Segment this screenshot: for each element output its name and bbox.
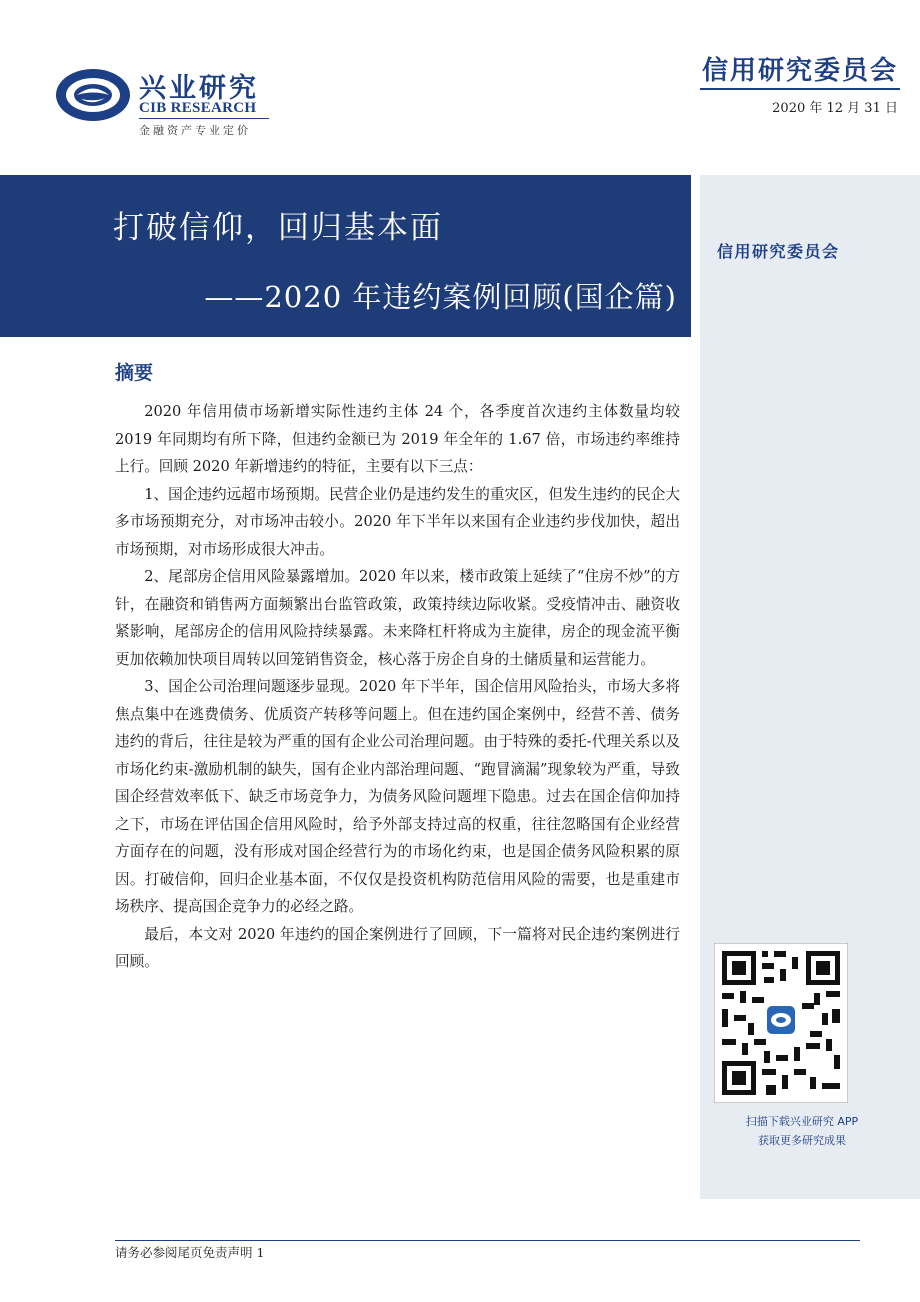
summary-body	[115, 398, 680, 976]
report-date: 2020 年 12 月 31 日	[772, 101, 898, 116]
logo-chinese-name: 兴业研究	[139, 73, 259, 104]
logo-divider	[139, 118, 269, 119]
summary-paragraph: 最后，本文对 2020 年违约的国企案例进行了回顾，下一篇将对民企违约案例进行回顾。	[115, 925, 680, 970]
cib-logo-icon	[55, 68, 131, 122]
qr-caption-download: 扫描下载兴业研究 APP	[745, 1115, 859, 1128]
sidebar-department: 信用研究委员会	[717, 242, 840, 261]
sidebar	[700, 175, 920, 1199]
summary-paragraph: 3、国企公司治理问题逐步显现。2020 年下半年，国企信用风险抬头，市场大多将焦点集中在逃费债务、优质资产转移等问题上。但在违约国企案例中，经营不善、债务违约的背后，往往是较为严重的国有企业公司治理问题。由于特殊的委托-代理关系以及市场化约束-激励机制的缺失，国有企业内部治理问题、“跑冒滴漏”现象较为严重，导致国企经营效率低下、缺乏市场竞争力，为债务风险问题埋下隐患。过去在国企信仰加持之下，市场在评估国企信用风险时，给予外部支持过高的权重，往往忽略国有企业经营方面存在的问题，没有形成对国企经营行为的市场化约束，也是国企债务风险积累的原因。打破信仰，回归企业基本面，不仅仅是投资机构防范信用风险的需要，也是重建市场秩序、提高国企竞争力的必经之路。	[115, 678, 680, 915]
report-title: 打破信仰，回归基本面	[113, 210, 443, 246]
cib-logo	[55, 66, 275, 146]
header-divider	[700, 88, 900, 90]
logo-tagline: 金融资产专业定价	[139, 124, 251, 137]
title-banner	[0, 175, 691, 337]
department-title: 信用研究委员会	[701, 56, 898, 86]
footer-disclaimer: 请务必参阅尾页免责声明 1	[115, 1245, 265, 1260]
summary-paragraph: 2、尾部房企信用风险暴露增加。2020 年以来，楼市政策上延续了“住房不炒”的方针，在融资和销售两方面频繁出台监管政策，政策持续边际收紧。受疫情冲击、融资收紧影响，尾部房企的信用风险持续暴露。未来降杠杆将成为主旋律，房企的现金流平衡更加依赖加快项目周转以回笼销售资金，核心落于房企自身的土储质量和运营能力。	[115, 568, 680, 668]
summary-heading: 摘要	[115, 362, 154, 384]
report-subtitle: ——2020 年违约案例回顾(国企篇)	[204, 280, 677, 314]
qr-code-icon[interactable]	[714, 943, 848, 1103]
summary-paragraph: 1、国企违约远超市场预期。民营企业仍是违约发生的重灾区，但发生违约的民企大多市场预期充分，对市场冲击较小。2020 年下半年以来国有企业违约步伐加快，超出市场预期，对市场形成很大冲击。	[115, 485, 680, 558]
footer-divider	[115, 1240, 860, 1241]
qr-caption-more: 获取更多研究成果	[758, 1134, 846, 1147]
summary-paragraph: 2020 年信用债市场新增实际性违约主体 24 个，各季度首次违约主体数量均较 2019 年同期均有所下降，但违约金额已为 2019 年全年的 1.67 倍，市场违约率维持上行。回顾 2020 年新增违约的特征，主要有以下三点：	[115, 403, 680, 475]
logo-english-name: CIB RESEARCH	[139, 100, 257, 116]
